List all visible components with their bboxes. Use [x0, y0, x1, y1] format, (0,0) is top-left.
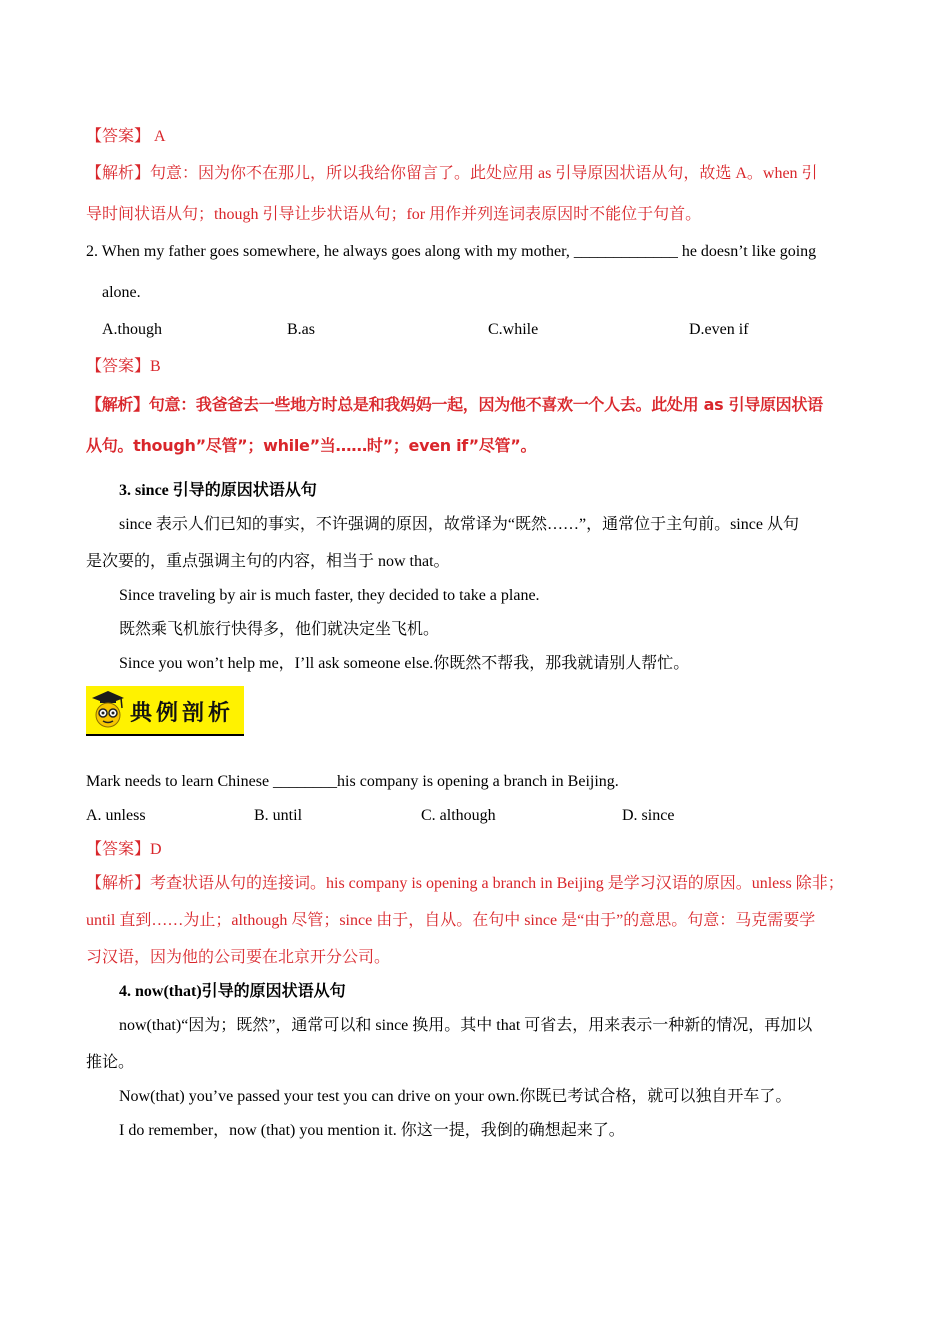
section3-example2: Since you won’t help me，I’ll ask someone else.你既然不帮我，那我就请别人帮忙。: [119, 655, 690, 672]
section4-paragraph-line1: now(that)“因为；既然”，通常可以和 since 换用。其中 that 可省去，用来表示一种新的情况，再加以: [119, 1017, 813, 1034]
q1-analysis-line2: 导时间状语从句；though 引导让步状语从句；for 用作并列连词表原因时不能位于句首。: [86, 206, 702, 223]
q2-option-c: C.while: [488, 321, 539, 338]
graduate-mascot-icon: [88, 688, 128, 732]
example-option-b: B. until: [254, 807, 303, 824]
q2-analysis-line2: 从句。though”尽管”；while”当……时”；even if”尽管”。: [86, 436, 537, 455]
section4-paragraph-line2: 推论。: [86, 1054, 135, 1071]
section3-paragraph-line1: since 表示人们已知的事实，不许强调的原因，故常译为“既然……”，通常位于主句前。since 从句: [119, 516, 799, 533]
example-option-c: C. although: [421, 807, 496, 824]
section3-paragraph-line2: 是次要的，重点强调主句的内容，相当于 now that。: [86, 553, 450, 570]
section3-example1: Since traveling by air is much faster, they decided to take a plane.: [119, 587, 540, 604]
example-analysis-banner: [86, 686, 244, 736]
q2-option-d: D.even if: [689, 321, 749, 338]
q2-stem-line2: alone.: [102, 284, 141, 301]
q2-option-b: B.as: [287, 321, 315, 338]
q2-answer: 【答案】B: [86, 358, 161, 375]
q2-option-a: A.though: [102, 321, 162, 338]
example-analysis-line1: 【解析】考查状语从句的连接词。his company is opening a branch in Beijing 是学习汉语的原因。unless 除非；: [86, 875, 844, 892]
banner-label: 典例剖析: [130, 700, 235, 726]
section3-example1-translation: 既然乘飞机旅行快得多，他们就决定坐飞机。: [119, 621, 440, 638]
section4-heading: 4. now(that)引导的原因状语从句: [119, 983, 346, 1000]
example-option-d: D. since: [622, 807, 675, 824]
q2-analysis-line1: 【解析】句意：我爸爸去一些地方时总是和我妈妈一起，因为他不喜欢一个人去。此处用 as 引导原因状语: [86, 395, 823, 414]
q1-analysis-line1: 【解析】句意：因为你不在那儿，所以我给你留言了。此处应用 as 引导原因状语从句，故选 A。when 引: [86, 165, 818, 182]
section4-example1: Now(that) you’ve passed your test you can drive on your own.你既已考试合格，就可以独自开车了。: [119, 1088, 792, 1105]
example-answer: 【答案】D: [86, 841, 162, 858]
q2-stem-line1: 2. When my father goes somewhere, he always goes along with my mother, _____________ he doesn’t like going: [86, 243, 817, 260]
section3-heading: 3. since 引导的原因状语从句: [119, 482, 317, 499]
example-stem: Mark needs to learn Chinese ________his company is opening a branch in Beijing.: [86, 773, 619, 790]
example-analysis-line2: until 直到……为止；although 尽管；since 由于，自从。在句中 since 是“由于”的意思。句意：马克需要学: [86, 912, 816, 929]
example-option-a: A. unless: [86, 807, 146, 824]
section4-example2: I do remember，now (that) you mention it. 你这一提，我倒的确想起来了。: [119, 1122, 625, 1139]
example-analysis-line3: 习汉语，因为他的公司要在北京开分公司。: [86, 949, 391, 966]
q1-answer: 【答案】 A: [86, 128, 166, 145]
